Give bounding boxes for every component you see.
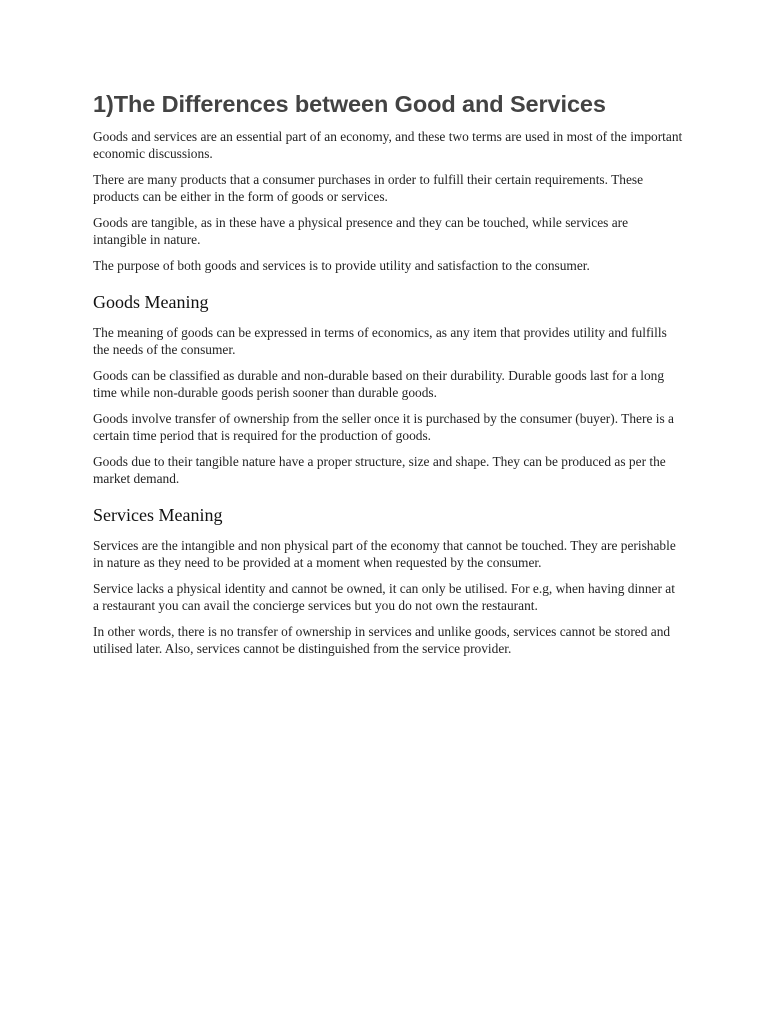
document-title: 1)The Differences between Good and Services [93, 91, 606, 117]
goods-paragraph: Goods can be classified as durable and non-durable based on their durability. Durable goods last for a long time while non-durable goods perish sooner than durable goods. [93, 368, 665, 400]
goods-heading: Goods Meaning [93, 292, 209, 312]
goods-paragraph: Goods involve transfer of ownership from the seller once it is purchased by the consumer (buyer). There is a certain time period that is required for the production of goods. [93, 411, 674, 443]
document-page [93, 88, 683, 666]
services-paragraph: In other words, there is no transfer of ownership in services and unlike goods, services cannot be stored and utilised later. Also, services cannot be distinguished from the service provider. [93, 624, 671, 656]
intro-paragraph: There are many products that a consumer purchases in order to fulfill their certain requirements. These products can be either in the form of goods or services. [93, 172, 644, 204]
goods-section [93, 290, 683, 487]
intro-section [93, 128, 683, 274]
goods-paragraph: The meaning of goods can be expressed in terms of economics, as any item that provides utility and fulfills the needs of the consumer. [93, 325, 667, 357]
goods-paragraph: Goods due to their tangible nature have a proper structure, size and shape. They can be produced as per the market demand. [93, 454, 666, 486]
intro-paragraph: Goods and services are an essential part of an economy, and these two terms are used in most of the important economic discussions. [93, 129, 683, 161]
services-paragraph: Services are the intangible and non physical part of the economy that cannot be touched. They are perishable in nature as they need to be provided at a moment when requested by the consumer. [93, 538, 676, 570]
services-paragraph: Service lacks a physical identity and cannot be owned, it can only be utilised. For e.g, when having dinner at a restaurant you can avail the concierge services but you do not own the restaurant. [93, 581, 675, 613]
services-section [93, 503, 683, 657]
services-heading: Services Meaning [93, 505, 223, 525]
intro-paragraph: The purpose of both goods and services is to provide utility and satisfaction to the consumer. [93, 258, 590, 273]
intro-paragraph: Goods are tangible, as in these have a physical presence and they can be touched, while services are intangible in nature. [93, 215, 629, 247]
